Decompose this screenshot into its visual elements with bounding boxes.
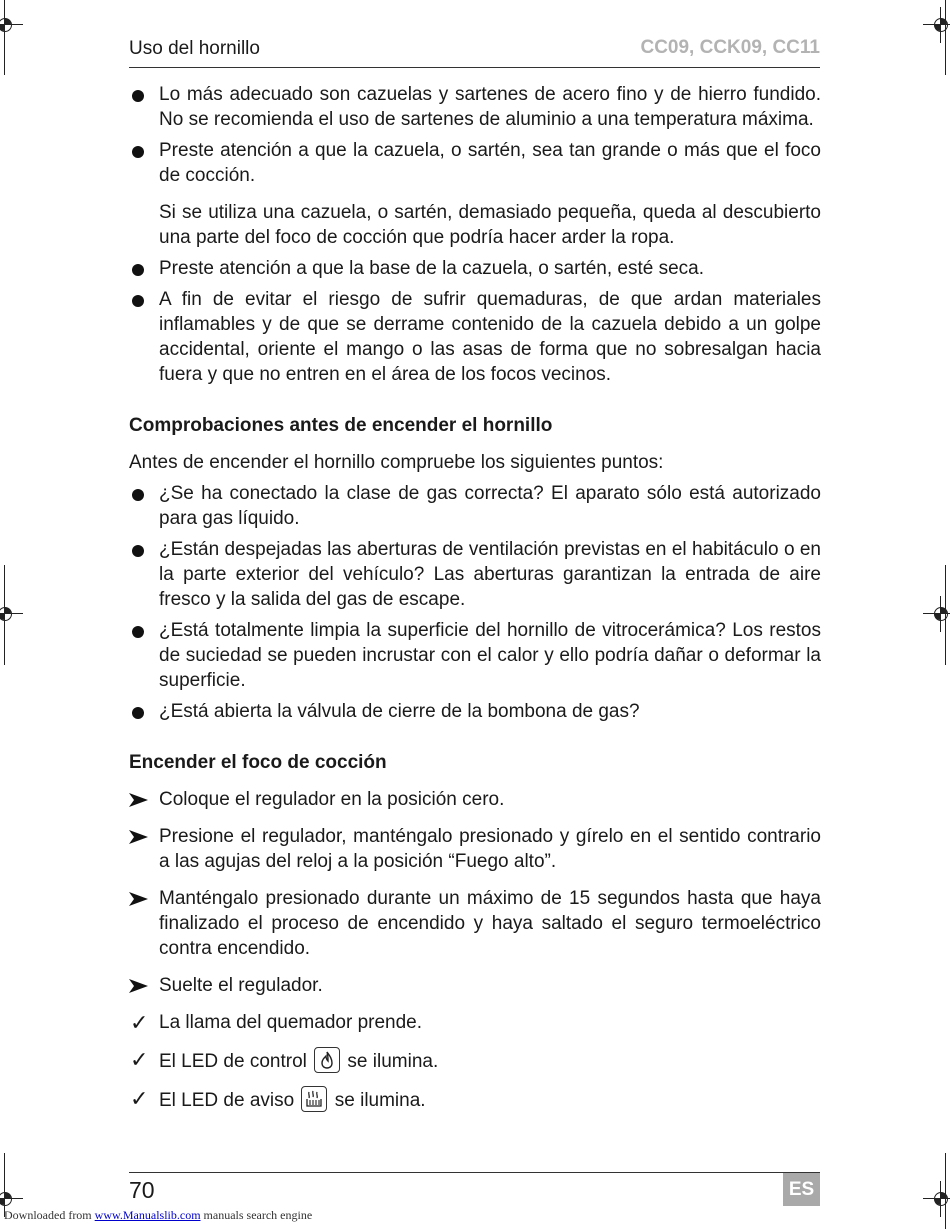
list-item bbox=[129, 138, 821, 188]
crop-line bbox=[4, 0, 5, 75]
section-heading-checks: Comprobaciones antes de encender el hornillo bbox=[129, 415, 553, 436]
step-text: Presione el regulador, manténgalo presionado y gírelo en el sentido contrario a las agujas del reloj a la posición “Fuego alto”. bbox=[159, 826, 821, 872]
bullet-icon bbox=[132, 264, 144, 276]
list-item-text: A fin de evitar el riesgo de sufrir quemaduras, de que ardan materiales inflamables y de que se derrame contenido de la cazuela debido a un golpe accidental, oriente el mango o las asas de forma que no sobresalgan hacia fuera y que no entren en el área de los focos vecinos. bbox=[159, 289, 821, 385]
page-header bbox=[129, 37, 820, 68]
list-item bbox=[129, 287, 821, 387]
crop-line bbox=[945, 1153, 946, 1229]
section-title: Uso del hornillo bbox=[129, 38, 260, 59]
bullet-icon bbox=[132, 545, 144, 557]
result-text: El LED de aviso bbox=[159, 1090, 295, 1111]
result-text: se ilumina. bbox=[334, 1090, 426, 1111]
bullet-icon bbox=[132, 626, 144, 638]
crop-line bbox=[4, 565, 5, 665]
language-badge: ES bbox=[783, 1173, 820, 1206]
instruction-step bbox=[129, 787, 821, 812]
list-item bbox=[129, 618, 821, 693]
result-text: La llama del quemador prende. bbox=[159, 1012, 423, 1033]
list-item-text: Preste atención a que la cazuela, o sartén, sea tan grande o más que el foco de cocción. bbox=[159, 140, 821, 186]
list-item bbox=[129, 537, 821, 612]
source-suffix: manuals search engine bbox=[203, 1208, 313, 1222]
list-item-text: ¿Está abierta la válvula de cierre de la bombona de gas? bbox=[159, 701, 640, 722]
checkmark-icon: ✓ bbox=[130, 1010, 149, 1035]
registration-mark-bottom-left bbox=[0, 1189, 15, 1209]
source-prefix: Downloaded from bbox=[4, 1208, 92, 1222]
checkmark-icon: ✓ bbox=[130, 1047, 149, 1072]
bullet-icon bbox=[132, 489, 144, 501]
registration-mark-top-left bbox=[0, 15, 15, 35]
result-item bbox=[129, 1086, 821, 1113]
arrow-right-icon bbox=[129, 829, 148, 845]
arrow-right-icon bbox=[129, 792, 148, 808]
list-item bbox=[129, 82, 821, 132]
result-text: El LED de control bbox=[159, 1051, 307, 1072]
list-item-text: Preste atención a que la base de la cazuela, o sartén, esté seca. bbox=[159, 258, 705, 279]
list-item-text: ¿Se ha conectado la clase de gas correcta? El aparato sólo está autorizado para gas líquido. bbox=[159, 483, 821, 529]
checkmark-icon: ✓ bbox=[130, 1086, 149, 1111]
list-item bbox=[129, 481, 821, 531]
main-content bbox=[129, 82, 821, 1125]
section-heading-ignite: Encender el foco de cocción bbox=[129, 752, 387, 773]
instruction-step bbox=[129, 973, 821, 998]
section-intro: Antes de encender el hornillo compruebe los siguientes puntos: bbox=[129, 452, 664, 473]
bullet-icon bbox=[132, 146, 144, 158]
hot-surface-icon bbox=[301, 1086, 327, 1112]
crop-line bbox=[945, 0, 946, 75]
list-item bbox=[129, 699, 821, 724]
bullet-icon bbox=[132, 90, 144, 102]
indented-paragraph: Si se utiliza una cazuela, o sartén, demasiado pequeña, queda al descubierto una parte del foco de cocción que podría hacer arder la ropa. bbox=[159, 202, 821, 248]
page-number: 70 bbox=[129, 1177, 155, 1203]
registration-mark-top-right bbox=[931, 15, 950, 35]
list-item bbox=[129, 256, 821, 281]
download-source bbox=[4, 1208, 312, 1223]
list-item-text: ¿Están despejadas las aberturas de ventilación previstas en el habitáculo o en la parte exterior del vehículo? Las aberturas garantizan la entrada de aire fresco y la salida del gas de escape. bbox=[159, 539, 821, 610]
result-item bbox=[129, 1010, 821, 1035]
step-text: Manténgalo presionado durante un máximo de 15 segundos hasta que haya finalizado el proceso de encendido y haya saltado el seguro termoeléctrico contra encendido. bbox=[159, 888, 821, 959]
source-link[interactable]: www.Manualslib.com bbox=[94, 1208, 201, 1222]
arrow-right-icon bbox=[129, 891, 148, 907]
crop-line bbox=[4, 1153, 5, 1209]
result-item bbox=[129, 1047, 821, 1074]
registration-mark-mid-right bbox=[931, 604, 950, 624]
model-names: CC09, CCK09, CC11 bbox=[640, 37, 820, 58]
bullet-icon bbox=[132, 707, 144, 719]
instruction-step bbox=[129, 824, 821, 874]
result-text: se ilumina. bbox=[347, 1051, 439, 1072]
list-item-text: ¿Está totalmente limpia la superficie del hornillo de vitrocerámica? Los restos de suciedad se pueden incrustar con el calor y ello podría dañar o deformar la superficie. bbox=[159, 620, 821, 691]
footer-divider bbox=[129, 1172, 820, 1173]
flame-icon bbox=[314, 1047, 340, 1073]
step-text: Suelte el regulador. bbox=[159, 975, 323, 996]
list-item-text: Lo más adecuado son cazuelas y sartenes de acero fino y de hierro fundido. No se recomienda el uso de sartenes de aluminio a una temperatura máxima. bbox=[159, 84, 821, 130]
arrow-right-icon bbox=[129, 978, 148, 994]
step-text: Coloque el regulador en la posición cero. bbox=[159, 789, 505, 810]
crop-line bbox=[945, 565, 946, 665]
registration-mark-mid-left bbox=[0, 604, 15, 624]
registration-mark-bottom-right bbox=[931, 1189, 950, 1209]
bullet-icon bbox=[132, 295, 144, 307]
instruction-step bbox=[129, 886, 821, 961]
